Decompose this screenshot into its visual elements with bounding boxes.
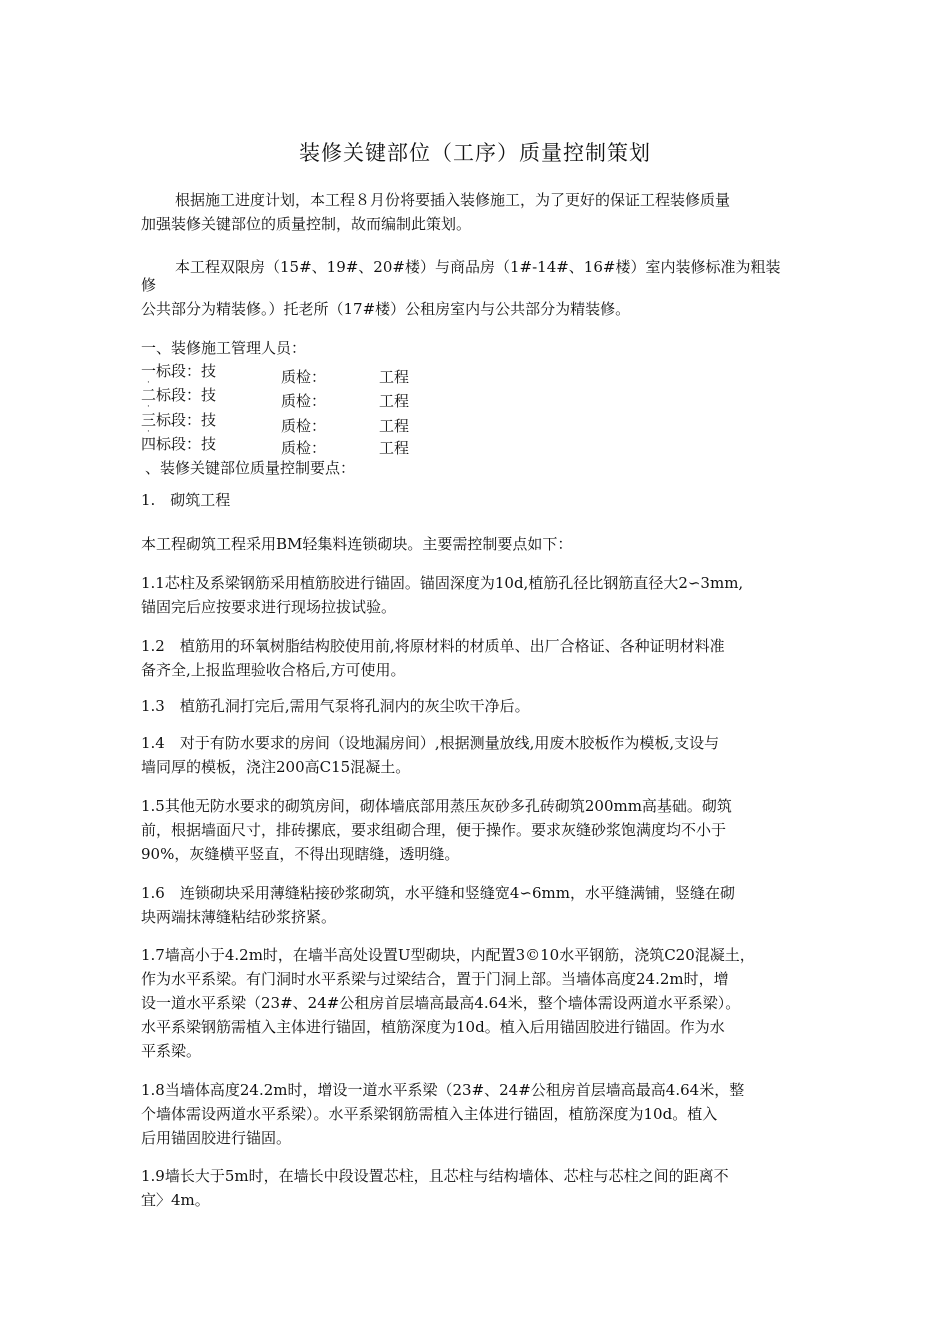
scope-line-1: 本工程双限房（15#、19#、20#楼）与商品房（1#-14#、16#楼）室内装修标准为粗装 [175,258,781,276]
item-1-9-line-2: 宜〉4m。 [141,1191,210,1209]
staff-eng: 工程 [379,417,410,435]
intro-line-2: 加强装修关键部位的质量控制，故而编制此策划。 [141,215,472,233]
staff-qc: 质检： [281,417,327,435]
staff-segment: 四标段：技 [141,435,217,453]
item-1-7-line-1: 1.7墙高小于4.2m时，在墙半高处设置U型砌块，内配置3©10水平钢筋，浇筑C20混凝土， [141,946,755,964]
staff-segment: 三标段：技 [141,411,217,429]
margin-mark: · [147,427,150,437]
item-1-6-line-2: 块两端抹薄缝粘结砂浆挤紧。 [141,908,337,926]
scope-line-3: 公共部分为精装修。）托老所（17#楼）公租房室内与公共部分为精装修。 [141,300,631,318]
item-1-3-line-1: 1.3 植筋孔洞打完后,需用气泵将孔洞内的灰尘吹干净后。 [141,697,530,715]
section-1-heading: 一、装修施工管理人员： [141,339,307,357]
item-1-6-line-1: 1.6 连锁砌块采用薄缝粘接砂浆砌筑，水平缝和竖缝宽4∽6mm，水平缝满铺，竖缝在砌 [141,884,735,902]
staff-segment: 二标段：技 [141,386,217,404]
document-title: 装修关键部位（工序）质量控制策划 [299,141,651,165]
item-1-2-line-1: 1.2 植筋用的环氧树脂结构胶使用前,将原材料的材质单、出厂合格证、各种证明材料准 [141,637,725,655]
margin-mark: · [147,402,150,412]
item-1-5-line-1: 1.5其他无防水要求的砌筑房间，砌体墙底部用蒸压灰砂多孔砖砌筑200mm高基础。砌筑 [141,797,732,815]
item-1-4-line-2: 墙同厚的模板，浇注200高C15混凝土。 [141,758,411,776]
item-1-5-line-3: 90%，灰缝横平竖直，不得出现瞎缝，透明缝。 [141,845,460,863]
item-1-4-line-1: 1.4 对于有防水要求的房间（设地漏房间）,根据测量放线,用废木胶板作为模板,支设与 [141,734,720,752]
section-2-heading: 、装修关键部位质量控制要点： [145,459,356,477]
staff-qc: 质检： [281,439,327,457]
item-1-5-line-2: 前，根据墙面尺寸，排砖摞底，要求组砌合理，便于操作。要求灰缝砂浆饱满度均不小于 [141,821,727,839]
item-1-1-line-1: 1.1芯柱及系梁钢筋采用植筋胶进行锚固。锚固深度为10d,植筋孔径比钢筋直径大2∽3mm, [141,574,744,592]
staff-qc: 质检： [281,368,327,386]
intro-line-1: 根据施工进度计划，本工程８月份将要插入装修施工，为了更好的保证工程装修质量 [175,191,731,209]
item-1-1-line-2: 锚固完后应按要求进行现场拉拔试验。 [141,598,397,616]
staff-eng: 工程 [379,439,410,457]
margin-mark: · [147,378,150,388]
item-1-8-line-3: 后用锚固胶进行锚固。 [141,1129,292,1147]
item-1-7-line-2: 作为水平系梁。有门洞时水平系梁与过梁结合，置于门洞上部。当墙体高度24.2m时，增 [141,970,729,988]
masonry-heading: 1. 砌筑工程 [141,491,231,509]
item-1-7-line-4: 水平系梁钢筋需植入主体进行锚固，植筋深度为10d。植入后用锚固胶进行锚固。作为水 [141,1018,725,1036]
staff-segment: 一标段：技 [141,362,217,380]
scope-line-2: 修 [141,276,157,294]
masonry-intro: 本工程砌筑工程采用BM轻集料连锁砌块。主要需控制要点如下： [141,535,573,553]
staff-eng: 工程 [379,368,410,386]
staff-eng: 工程 [379,392,410,410]
item-1-9-line-1: 1.9墙长大于5m时，在墙长中段设置芯柱，且芯柱与结构墙体、芯柱与芯柱之间的距离不 [141,1167,729,1185]
item-1-2-line-2: 备齐全,上报监理验收合格后,方可使用。 [141,661,406,679]
item-1-8-line-1: 1.8当墙体高度24.2m时，增设一道水平系梁（23#、24#公租房首层墙高最高4.64米，整 [141,1081,745,1099]
item-1-7-line-5: 平系梁。 [141,1042,202,1060]
item-1-7-line-3: 设一道水平系梁（23#、24#公租房首层墙高最高4.64米，整个墙体需设两道水平系梁）。 [141,994,741,1012]
item-1-8-line-2: 个墙体需设两道水平系梁）。水平系梁钢筋需植入主体进行锚固，植筋深度为10d。植入 [141,1105,718,1123]
staff-qc: 质检： [281,392,327,410]
